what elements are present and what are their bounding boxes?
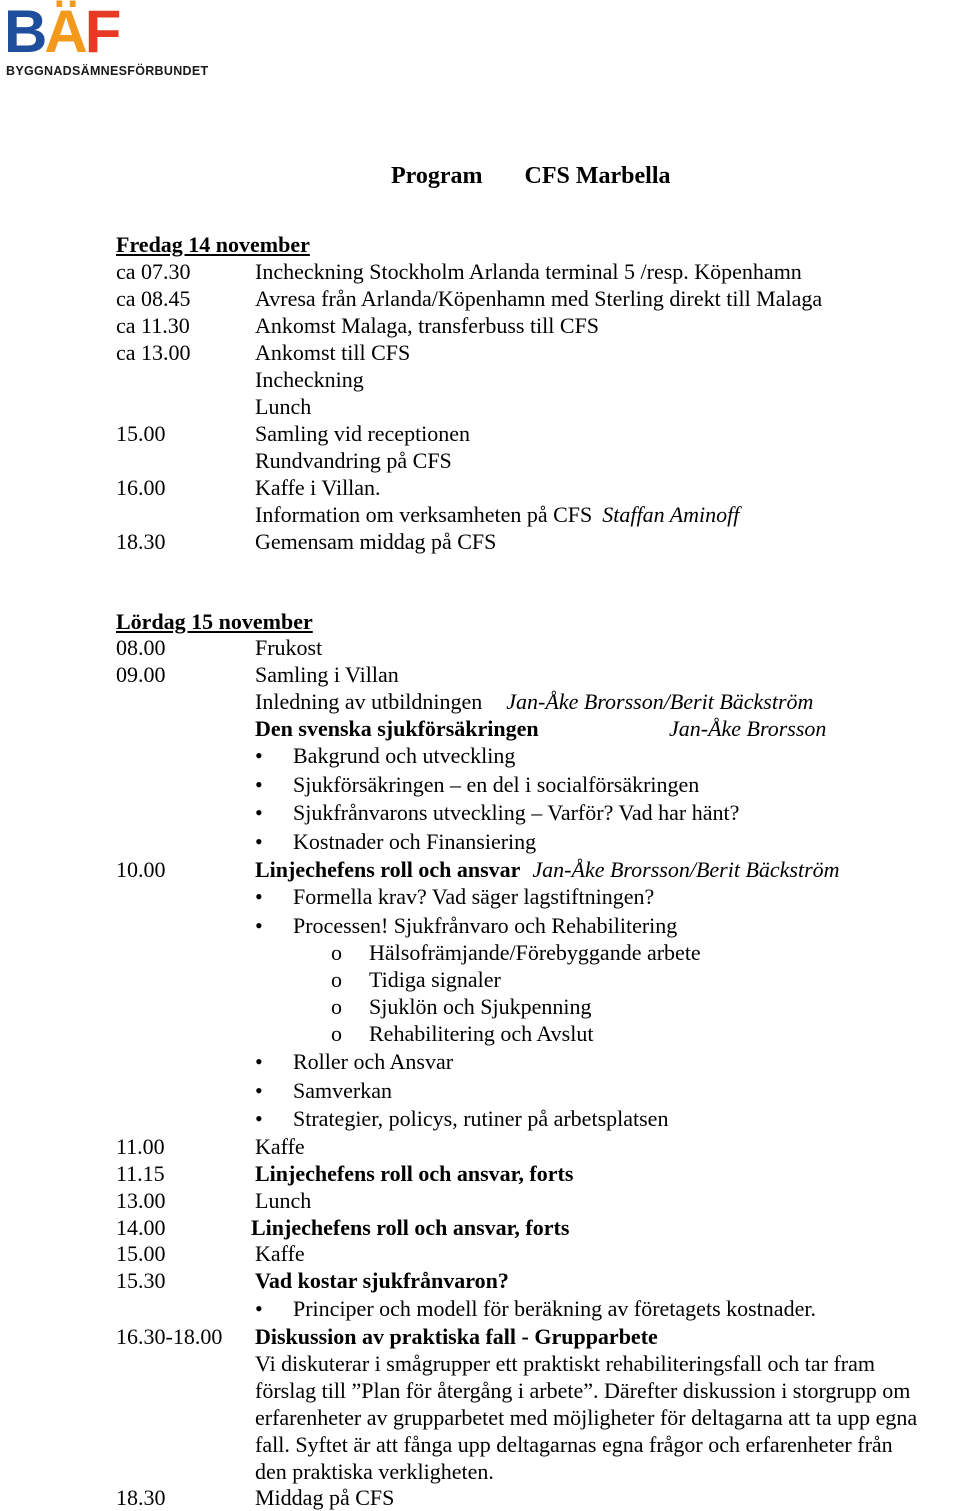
description-paragraph: Vi diskuterar i smågrupper ett praktiskt rehabiliteringsfall och tar fram förslag till ”Plan för återgång i arbete”. Därefter diskussion i storgrupp om erfarenheter av grupparbetet med möjligheter för deltagarna att ta upp egna fall. Syftet är att fånga upp deltagarnas egna frågor och erfarenheter från den praktiska verkligheten. [255, 1351, 918, 1484]
page-title [391, 163, 671, 190]
time: ca 07.30 [116, 259, 191, 284]
bullet-marker: • [255, 771, 263, 797]
activity: Gemensam middag på CFS [255, 529, 497, 554]
logo-wordmark: BÄF [4, 0, 119, 65]
title-program: Program [391, 163, 483, 189]
time: 16.00 [116, 475, 166, 500]
bullet-marker: • [255, 1077, 263, 1103]
activity: Information om verksamheten på CFS Staffan Aminoff [255, 502, 740, 527]
bullet-marker: • [255, 743, 263, 768]
bullet-text: Rehabilitering och Avslut [369, 1021, 594, 1046]
bullet-text: Processen! Sjukfrånvaro och Rehabilitering [293, 912, 678, 938]
bullet-text: Sjuklön och Sjukpenning [369, 994, 592, 1019]
bullet-marker: • [255, 912, 263, 938]
activity: Avresa från Arlanda/Köpenhamn med Sterling direkt till Malaga [255, 286, 823, 311]
time: ca 08.45 [116, 286, 191, 311]
bullet-marker: • [255, 800, 263, 825]
bullet-marker: • [255, 828, 263, 854]
speaker: Jan-Åke Brorsson/Berit Bäckström [506, 689, 814, 714]
time: 15.00 [116, 421, 166, 446]
activity: Incheckning Stockholm Arlanda terminal 5 /resp. Köpenhamn [255, 259, 802, 284]
time: ca 13.00 [116, 340, 191, 365]
activity: Rundvandring på CFS [255, 448, 452, 473]
bullet-marker: o [331, 967, 342, 992]
bullet-marker: o [331, 994, 342, 1019]
time: 18.30 [116, 529, 166, 554]
bullet-text: Roller och Ansvar [293, 1049, 454, 1074]
bullet-text: Formella krav? Vad säger lagstiftningen? [293, 884, 655, 909]
activity: Samling vid receptionen [255, 421, 471, 446]
bullet-marker: o [331, 1021, 342, 1046]
day-heading-friday: Fredag 14 november [116, 232, 310, 257]
bullet-text: Strategier, policys, rutiner på arbetsplatsen [293, 1106, 669, 1131]
bullet-marker: • [255, 1106, 263, 1131]
bullet-text: Tidiga signaler [369, 967, 501, 992]
bullet-text: Sjukfrånvarons utveckling – Varför? Vad har hänt? [293, 800, 740, 825]
bullet-text: Hälsofrämjande/Förebyggande arbete [369, 940, 701, 965]
title-venue: CFS Marbella [524, 163, 671, 189]
speaker: Staffan Aminoff [602, 502, 740, 527]
bullet-marker: • [255, 884, 263, 909]
activity: Incheckning [255, 367, 364, 392]
bullet-text: Kostnader och Finansiering [293, 828, 537, 854]
activity: Ankomst till CFS [255, 340, 411, 365]
activity: Ankomst Malaga, transferbuss till CFS [255, 313, 600, 338]
logo-subtitle: BYGGNADSÄMNESFÖRBUNDET [6, 64, 209, 78]
bullet-marker: • [255, 1049, 263, 1074]
logo [4, 2, 254, 82]
speaker: Jan-Åke Brorsson [669, 716, 827, 741]
bullet-text: Bakgrund och utveckling [293, 743, 516, 768]
activity: Kaffe i Villan. [255, 475, 381, 500]
time: ca 11.30 [116, 313, 190, 338]
bullet-text: Sjukförsäkringen – en del i socialförsäkringen [293, 771, 700, 797]
day-heading-saturday: Lördag 15 november [116, 609, 313, 634]
activity: Lunch [255, 394, 312, 419]
bullet-text: Samverkan [293, 1077, 392, 1103]
speaker: Jan-Åke Brorsson/Berit Bäckström [532, 857, 840, 882]
bullet-marker: o [331, 940, 342, 965]
